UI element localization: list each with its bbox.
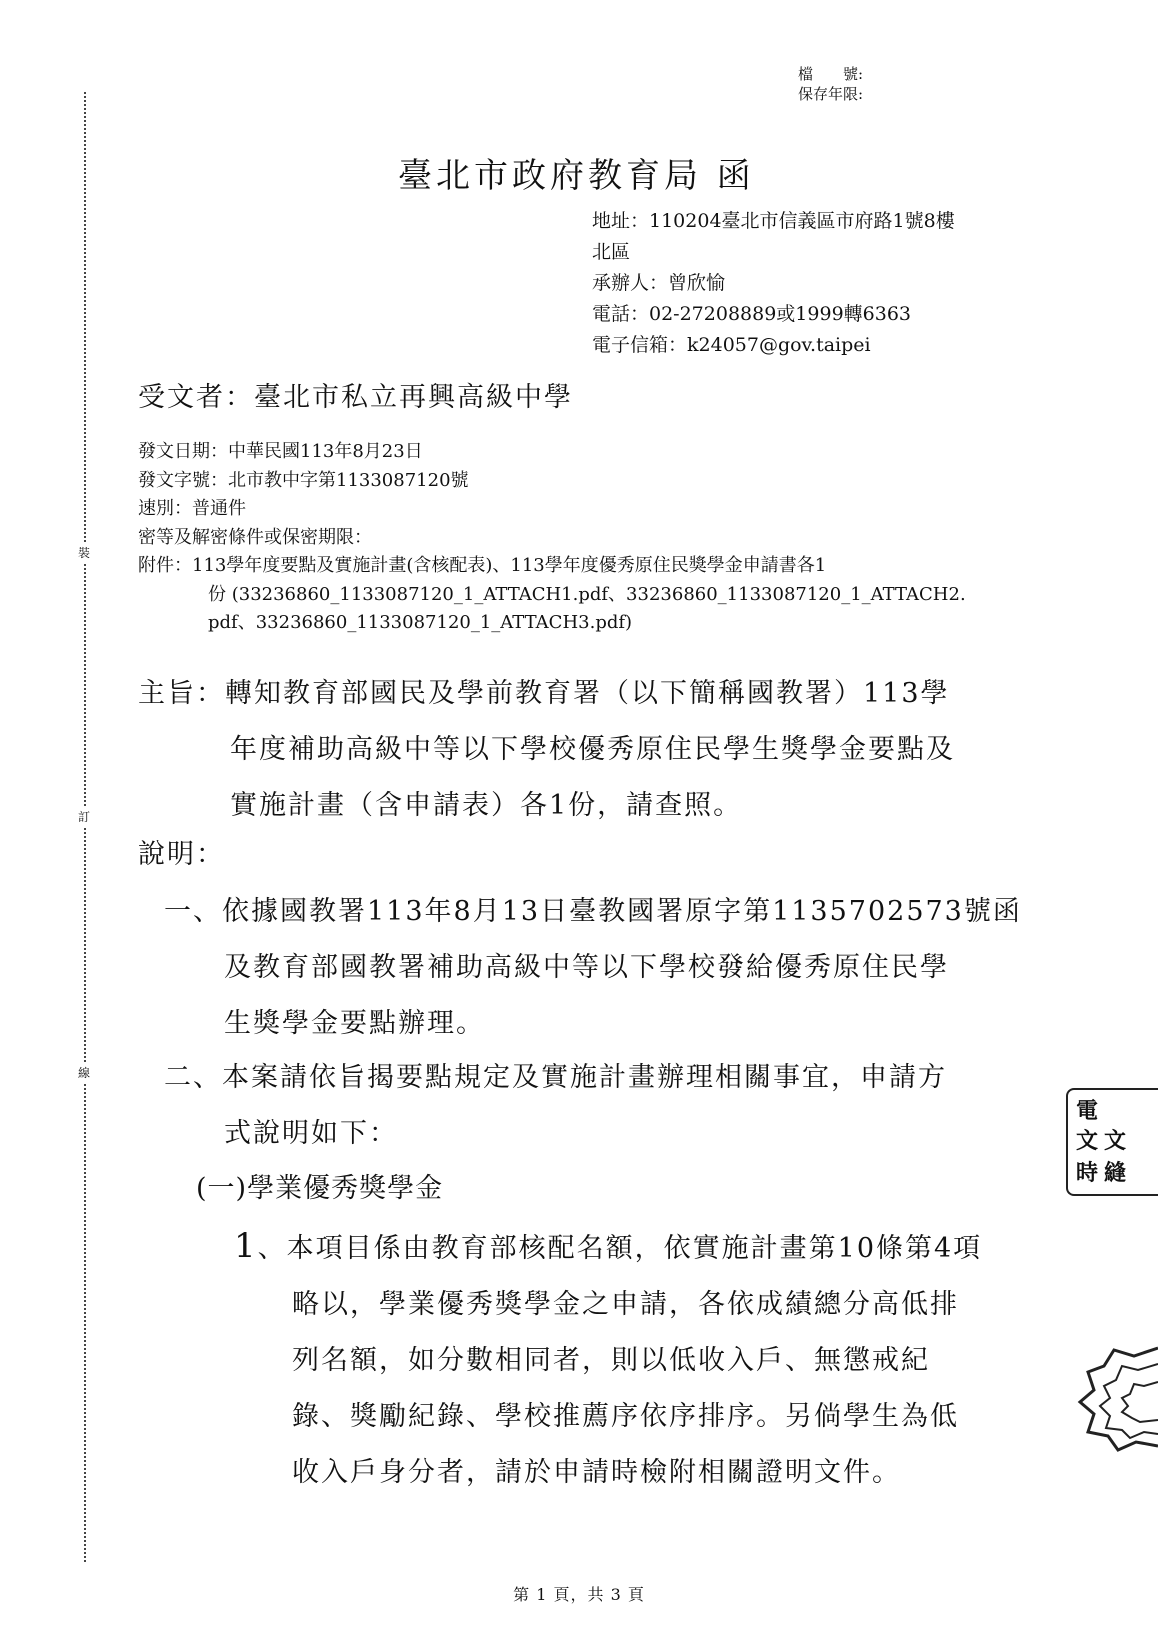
item2-line1: 二、本案請依旨揭要點規定及實施計畫辦理相關事宜，申請方 xyxy=(164,1062,947,1093)
item1-line3: 生獎學金要點辦理。 xyxy=(224,1008,485,1039)
retention-period-label: 保存年限: xyxy=(798,85,864,103)
stamp-char-3: 文 xyxy=(1104,1128,1127,1154)
contact-block xyxy=(592,206,955,361)
file-number-label: 檔 號: xyxy=(798,65,864,83)
attachment-line3: pdf、33236860_1133087120_1_ATTACH3.pdf) xyxy=(208,612,633,633)
point1-line1: 、本項目係由教育部核配名額，依實施計畫第10條第4項 xyxy=(257,1233,983,1264)
speed-class: 速別：普通件 xyxy=(138,498,246,519)
filing-info xyxy=(798,64,863,104)
explanation-item-1 xyxy=(164,884,1022,1052)
recipient: 受文者：臺北市私立再興高級中學 xyxy=(138,382,573,413)
seal-icon xyxy=(1074,1342,1158,1452)
binding-mark-ding: 訂 xyxy=(78,806,90,827)
secrecy-level: 密等及解密條件或保密期限： xyxy=(138,526,372,548)
phone: 電話：02-27208889或1999轉6363 xyxy=(592,303,912,325)
subject-line1: 主旨：轉知教育部國民及學前教育署（以下簡稱國教署）113學 xyxy=(138,678,950,709)
point1-line5: 收入戶身分者，請於申請時檢附相關證明文件。 xyxy=(292,1457,901,1488)
point1-line2: 略以，學業優秀獎學金之申請，各依成績總分高低排 xyxy=(292,1289,959,1320)
electronic-doc-stamp xyxy=(1066,1088,1158,1196)
binding-dotted-line xyxy=(84,92,86,1562)
subject-block xyxy=(138,666,955,834)
address-line1: 地址：110204臺北市信義區市府路1號8樓 xyxy=(592,210,955,232)
point1-number: 1 xyxy=(234,1226,258,1266)
subject-line3: 實施計畫（含申請表）各1份，請查照。 xyxy=(230,790,743,821)
point-1 xyxy=(234,1218,982,1501)
handler: 承辦人：曾欣愉 xyxy=(592,272,726,294)
binding-mark-xian: 線 xyxy=(78,1062,90,1083)
item1-line2: 及教育部國教署補助高級中等以下學校發給優秀原住民學 xyxy=(224,952,949,983)
document-title: 臺北市政府教育局 函 xyxy=(398,156,755,196)
subject-line2: 年度補助高級中等以下學校優秀原住民學生獎學金要點及 xyxy=(230,734,955,765)
email: 電子信箱：k24057@gov.taipei xyxy=(592,334,871,356)
stamp-char-5: 縫 xyxy=(1104,1160,1127,1186)
sub-item-academic-scholarship: (一)學業優秀獎學金 xyxy=(196,1173,444,1204)
page-footer: 第 1 頁，共 3 頁 xyxy=(513,1585,645,1604)
attachment-line2: 份 (33236860_1133087120_1_ATTACH1.pdf、33236860_1133087120_1_ATTACH2. xyxy=(208,583,966,605)
binding-mark-zhuang: 裝 xyxy=(78,542,90,563)
attachment-line1: 附件：113學年度要點及實施計畫(含核配表)、113學年度優秀原住民獎學金申請書各1 xyxy=(138,555,827,576)
meta-block xyxy=(138,438,966,638)
issue-date: 發文日期：中華民國113年8月23日 xyxy=(138,441,423,462)
stamp-char-4: 時 xyxy=(1076,1160,1099,1186)
stamp-char-1: 電 xyxy=(1076,1098,1099,1124)
item1-line1: 一、依據國教署113年8月13日臺教國署原字第1135702573號函 xyxy=(164,896,1022,927)
stamp-char-2: 文 xyxy=(1076,1128,1099,1154)
explanation-heading: 說明： xyxy=(138,839,225,870)
point1-line3: 列名額，如分數相同者，則以低收入戶、無懲戒紀 xyxy=(292,1345,930,1376)
point1-line4: 錄、獎勵紀錄、學校推薦序依序排序。另倘學生為低 xyxy=(292,1401,959,1432)
item2-line2: 式說明如下： xyxy=(224,1118,398,1149)
address-line2: 北區 xyxy=(592,241,631,263)
explanation-item-2 xyxy=(164,1050,947,1162)
document-number: 發文字號：北市教中字第1133087120號 xyxy=(138,469,469,491)
